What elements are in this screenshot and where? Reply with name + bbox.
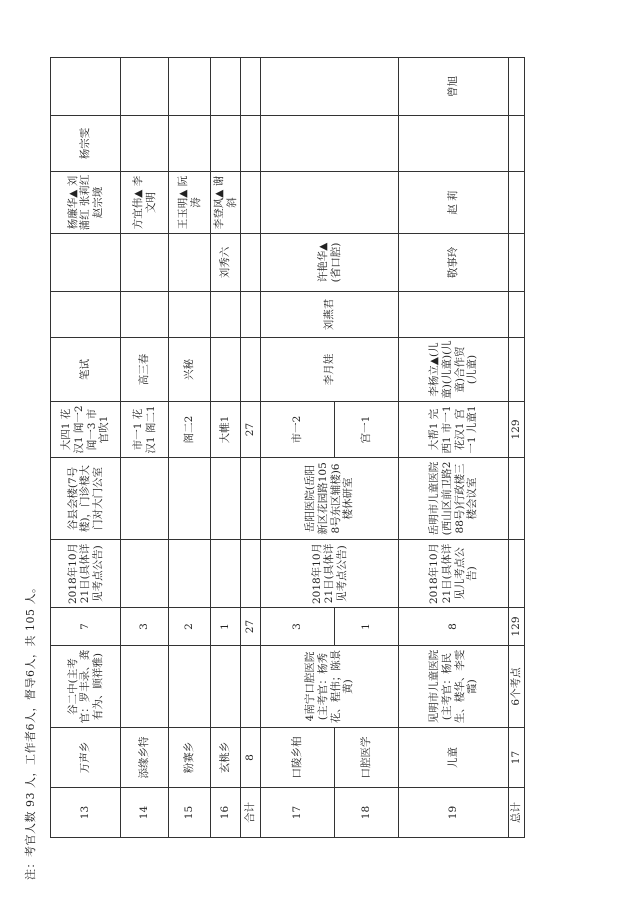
cell-school: 儿童: [399, 728, 509, 788]
cell-codes: 阁二2: [169, 402, 211, 458]
cell-zongti: [211, 292, 241, 338]
cell-beizhu: [261, 58, 399, 116]
cell-school: 万声乡: [51, 728, 121, 788]
cell-wanzi: 李月娃: [261, 338, 399, 402]
cell-zongti: [121, 292, 169, 338]
subtotal-row: [241, 58, 261, 838]
table-row: [51, 58, 121, 838]
cell-count: 3: [261, 608, 335, 646]
cell-zhonghe: [51, 234, 121, 292]
cell-codes: 大四1 花汉1 闻一2 闻一3 市官吹1: [51, 402, 121, 458]
cell-num: 15: [169, 788, 211, 838]
cell-zhiban: [121, 116, 169, 172]
cell-proctor: [121, 646, 169, 728]
cell-beizhu: 曾旭: [399, 58, 509, 116]
table-row: [169, 58, 211, 838]
cell-school: 添缘乡特: [121, 728, 169, 788]
cell-count: 8: [399, 608, 509, 646]
cell-proctor: 4南宁口腔医院(主考官：杨秀花、程伟；陈景黄): [261, 646, 399, 728]
cell-time: 2018年10月21日(具体详见考点公告): [261, 540, 399, 608]
cell-codes: 大帷1: [211, 402, 241, 458]
cell-zhonghe: 刘秀六: [211, 234, 241, 292]
total-count: 129: [509, 608, 525, 646]
cell-proctor: [169, 646, 211, 728]
cell-time: [169, 540, 211, 608]
cell-zongti: [51, 292, 121, 338]
cell-zhonghe: 许艳华▲(省口腔): [261, 234, 399, 292]
cell-jiandu: 王玉明▲ 阮 涛: [169, 172, 211, 234]
cell-time: [121, 540, 169, 608]
table-row: [261, 58, 335, 838]
footnote: 注：考官人数 93 人，工作者6人，督导6人，共 105 人。: [24, 581, 37, 880]
cell-jiandu: 方宜伟▲ 李文明: [121, 172, 169, 234]
total-row: [509, 58, 525, 838]
subtotal-codes: 27: [241, 402, 261, 458]
cell-proctor: 谷二中(主考官：罗丰录、龚有为、顾祥雅): [51, 646, 121, 728]
cell-zongti: [169, 292, 211, 338]
cell-wanzi: 李杨立▲(儿童)(儿童)(儿童)合作贸(儿童): [399, 338, 509, 402]
total-schools: 17: [509, 728, 525, 788]
cell-wanzi: 兴秘: [169, 338, 211, 402]
cell-jiandu: 赵 莉: [399, 172, 509, 234]
cell-time: 2018年10月21日(具体详见儿考点公告): [399, 540, 509, 608]
cell-proctor: [211, 646, 241, 728]
cell-place: [169, 458, 211, 540]
table-row: [211, 58, 241, 838]
rotated-table-wrapper: [50, 58, 522, 838]
cell-school: 粉赛乡: [169, 728, 211, 788]
cell-beizhu: [169, 58, 211, 116]
cell-num: 16: [211, 788, 241, 838]
cell-time: [211, 540, 241, 608]
cell-count: 2: [169, 608, 211, 646]
cell-zongti: [399, 292, 509, 338]
cell-wanzi: [211, 338, 241, 402]
cell-num: 18: [335, 788, 399, 838]
cell-proctor: 见明市儿童医院(主考官：杨民生、楼华、李雯霞): [399, 646, 509, 728]
total-label: 总计: [509, 788, 525, 838]
cell-place: 岳明市儿童医院(西山区前卫路288号)行政楼三楼会议室: [399, 458, 509, 540]
cell-num: 13: [51, 788, 121, 838]
cell-count: 1: [211, 608, 241, 646]
table-row: [399, 58, 509, 838]
cell-count: 1: [335, 608, 399, 646]
cell-jiandu: 杨廉华▲ 刘蒲红 张莉红 赵宗境: [51, 172, 121, 234]
cell-place: 岳阳医院(岳阳新区花园路1058号东区辅楼)6楼休研室: [261, 458, 399, 540]
cell-codes: 市一2: [261, 402, 335, 458]
cell-time: 2018年10月21日(具体详见考点公告): [51, 540, 121, 608]
cell-num: 17: [261, 788, 335, 838]
table-row: [121, 58, 169, 838]
cell-place: 谷县会楼(7号楼)，门诊楼大门对大门公室: [51, 458, 121, 540]
cell-school: 口腔医学: [335, 728, 399, 788]
total-codes: 129: [509, 402, 525, 458]
cell-zhiban: [169, 116, 211, 172]
cell-codes: 市一1 花汉1 阁二1: [121, 402, 169, 458]
cell-zhiban: [211, 116, 241, 172]
cell-count: 7: [51, 608, 121, 646]
cell-wanzi: 笔试: [51, 338, 121, 402]
cell-wanzi: 高三春: [121, 338, 169, 402]
cell-zhonghe: [121, 234, 169, 292]
cell-school: 玄桃乡: [211, 728, 241, 788]
cell-place: [211, 458, 241, 540]
cell-place: [121, 458, 169, 540]
cell-count: 3: [121, 608, 169, 646]
cell-zhonghe: 敬事玲: [399, 234, 509, 292]
cell-jiandu: 李登风▲ 谢 斜: [211, 172, 241, 234]
cell-zhiban: [261, 116, 399, 172]
exam-arrangement-table: [50, 57, 525, 838]
cell-num: 14: [121, 788, 169, 838]
cell-zhiban: 杨宗雯: [51, 116, 121, 172]
cell-beizhu: [51, 58, 121, 116]
cell-zhiban: [399, 116, 509, 172]
cell-jiandu: [261, 172, 399, 234]
subtotal-count: 27: [241, 608, 261, 646]
cell-school: 口陵乡柏: [261, 728, 335, 788]
total-proctor: 6个考点: [509, 646, 525, 728]
cell-zhonghe: [169, 234, 211, 292]
subtotal-c2: 8: [241, 728, 261, 788]
cell-codes: 大帮1 完西1 市一1 花汉1 宫一1 儿童1: [399, 402, 509, 458]
cell-zongti: 刘燕君: [261, 292, 399, 338]
cell-num: 19: [399, 788, 509, 838]
cell-codes: 宫一1: [335, 402, 399, 458]
cell-beizhu: [211, 58, 241, 116]
cell-beizhu: [121, 58, 169, 116]
subtotal-label: 合计: [241, 788, 261, 838]
